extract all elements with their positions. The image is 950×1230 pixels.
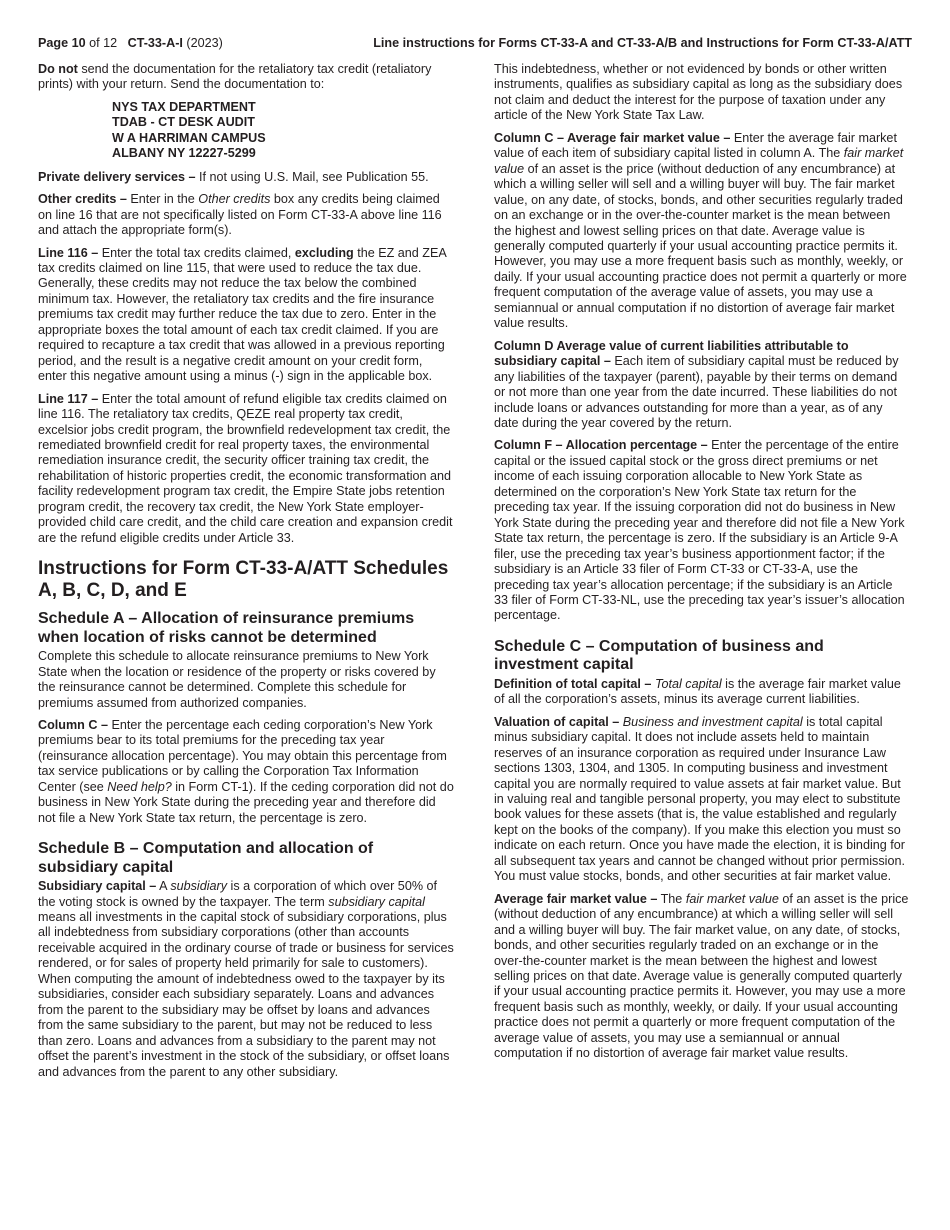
text-run: means all investments in the capital stock of subsidiary corporations, plus all indebtedness from subsidiary corporations (other than accounts receivable acquired in the ordinary course of trade or business for services rendered, or for sales of property held primarily for sale to customers). When computing the amount of indebtedness owed to the taxpayer by its subsidiaries, consider each subsidiary separately. Loans and advances from the parent to the subsidiary may be offset by loans and advances from the same subsidiary to the parent, but may not be reduced to less than zero. Loans and advances from a subsidiary to the parent may not offset the parent’s investment in the stock of the subsidiary, or offset loans and advances from the parent to any other subsidiary. xyxy=(38,910,454,1079)
italic-run: Other credits xyxy=(198,192,271,207)
text-run: Enter the total tax credits claimed, xyxy=(98,245,295,260)
address-line: TDAB - CT DESK AUDIT xyxy=(112,115,255,130)
text-run: Enter the average fair market value of each item of subsidiary capital listed in column A. The xyxy=(494,130,897,161)
text-run: is total capital minus subsidiary capital. It does not include assets held to maintain reserves of an insurance corporation as required under Insurance Law sections 1303, 1304, and 1305. In computing business and investment capital you are normally required to value assets at fair market value. But in valuing real and tangible personal property, you may elect to substitute book values for these assets (that is, the value established and regularly kept on the books of the company). If you make this election you must so indicate on each return. Once you have made the election, it is binding for all subsequent tax years and cannot be changed without prior permission. You must value stocks, bonds, and other securities at fair market value. xyxy=(494,714,905,884)
subsidiary-capital-paragraph xyxy=(38,879,454,1080)
italic-run: Need help? xyxy=(107,779,172,794)
italic-run: subsidiary xyxy=(170,879,228,894)
column-c-fmv-paragraph xyxy=(494,131,910,332)
column-d-paragraph xyxy=(494,339,910,432)
column-c-fmv-lead: Column C – Average fair market value – xyxy=(494,130,731,145)
form-year: (2023) xyxy=(186,36,223,50)
other-credits-lead: Other credits – xyxy=(38,192,127,207)
text-run: is the average fair market value of all the corporation’s assets, minus its average current liabilities. xyxy=(494,676,901,707)
page-label: Page 10 xyxy=(38,36,86,50)
text-run: The xyxy=(657,891,686,906)
private-delivery-paragraph xyxy=(38,170,454,185)
section-heading: Instructions for Form CT-33-A/ATT Schedules A, B, C, D, and E xyxy=(38,558,449,602)
do-not-lead: Do not xyxy=(38,62,78,76)
bold-run: excluding xyxy=(294,245,354,260)
text-run: is a corporation of which over 50% of the voting stock is owned by the taxpayer. The term xyxy=(38,879,438,909)
page-header xyxy=(38,36,912,54)
line-117-lead: Line 117 – xyxy=(38,391,99,406)
text-run: in Form CT-1). If the ceding corporation did not do business in New York State during the preceding year and therefore did not file a New York State tax return, the percentage is zero. xyxy=(38,779,454,825)
private-delivery-text: If not using U.S. Mail, see Publication 55. xyxy=(195,169,429,184)
text-run: of an asset is the price (without deduction of any encumbrance) at which a willing seller will sell and a willing buyer will buy. The fair market value, on any date, of stocks, bonds, and other securities regularly traded on an exchange or in the over-the-counter market is the mean between the highest and lowest selling prices on that date. Average value is generally computed quarterly if your usual accounting practice permits it. However, you may use a more frequent basis such as monthly, weekly, or daily. If your usual accounting practice does not permit a quarterly or more frequent computation of the average value of assets, you may use a semiannual or annual computation if no distortion of average fair market value results. xyxy=(494,891,909,1061)
text-run: Enter the total amount of refund eligible tax credits claimed on line 116. The retaliatory tax credits, QEZE real property tax credit, excelsior jobs credit program, the brownfield redevelopment tax credit, the remediated brownfield credit for real property taxes, the environmental remediation insurance credit, the security officer training tax credit, the rehabilitation of historic properties credit, the economic transformation and facility redevelopment program tax credit, the Empire State jobs retention program credit, the recovery tax credit, the New York State employer-provided child care credit, and the child care creation and expansion credit are the refund eligible credits under Article 33. xyxy=(38,391,453,545)
page-of: of 12 xyxy=(89,36,118,50)
italic-run: subsidiary capital xyxy=(328,894,425,909)
average-fmv-lead: Average fair market value – xyxy=(494,891,658,906)
schedule-c-heading: Schedule C – Computation of business and investment capital xyxy=(494,637,824,674)
column-f-lead: Column F – Allocation percentage – xyxy=(494,438,708,453)
address-line: NYS TAX DEPARTMENT xyxy=(112,99,256,114)
page-header-left xyxy=(38,36,223,51)
column-c-paragraph xyxy=(38,718,454,826)
schedule-b-heading: Schedule B – Computation and allocation of subsidiary capital xyxy=(38,840,374,876)
average-fmv-paragraph xyxy=(494,892,910,1062)
mailing-address xyxy=(112,100,454,162)
valuation-paragraph xyxy=(494,715,910,885)
text-run: the EZ and ZEA tax credits claimed on line 115, that were used to reduce the tax due. Generally, these credits may not reduce the tax below the combined minimum tax. However, the retaliatory tax credits and the fire insurance premiums tax credit may further reduce the tax due to zero. Enter in the appropriate boxes the total amount of each tax credit claimed. If you are required to recapture a tax credit that was allowed in a previous reporting period, and the result is a negative credit amount on your credit form, enter this negative amount using a minus (-) sign in the applicable box. xyxy=(38,245,447,384)
column-d-lead: Column D Average value of current liabilities attributable to subsidiary capital – xyxy=(494,338,849,369)
form-id: CT-33-A-I xyxy=(127,36,183,50)
address-line: ALBANY NY 12227-5299 xyxy=(112,146,256,161)
other-credits-paragraph xyxy=(38,192,454,238)
documentation-text: send the documentation for the retaliatory tax credit (retaliatory prints) with your return. Send the documentation to: xyxy=(38,62,432,92)
italic-run: fair market value xyxy=(494,146,904,176)
private-delivery-lead: Private delivery services – xyxy=(38,169,196,184)
italic-run: fair market value xyxy=(685,891,779,906)
text-run: A xyxy=(156,879,171,894)
text-run: Enter the percentage of the entire capital or the issued capital stock or the gross direct premiums or net income of each issuing corporation allocable to New York State as determined on the corporation’s New York State tax return for the preceding tax year. If the issuing corporation did not do business in New York State during the preceding year and therefore did not file a New York State tax return, the percentage is zero. If the subsidiary is an Article 9-A filer, use the preceding tax year’s business apportionment factor; if the subsidiary is an Article 33 filer of Form CT-33 or CT-33-A, use the preceding tax year’s allocation percentage; if the subsidiary is an Article 33 filer of Form CT-33-NL, use the preceding tax year’s issuer’s allocation percentage. xyxy=(494,438,905,623)
italic-run: Total capital xyxy=(654,676,722,691)
line-117-paragraph xyxy=(38,392,454,547)
indebtedness-paragraph: This indebtedness, whether or not evidenced by bonds or other written instruments, qualifies as subsidiary capital as long as the subsidiary does not claim and deduct the interest for the purpose of taxation under any article of the New York State Tax Law. xyxy=(494,62,903,123)
documentation-paragraph xyxy=(38,62,454,93)
schedule-a-heading: Schedule A – Allocation of reinsurance premiums when location of risks cannot be determined xyxy=(38,610,415,646)
text-run: Each item of subsidiary capital must be reduced by any liabilities of the taxpayer (parent), payable by their terms on demand or not more than one year from the date incurred. These liabilities do not include loans or advances outstanding for more than a year, as of any date during the year covered by the return. xyxy=(494,354,899,430)
left-column xyxy=(38,62,454,1087)
text-run: Enter the percentage each ceding corporation’s New York premiums bear to its total premiums for the preceding tax year (reinsurance allocation percentage). You may obtain this percentage from tax service publications or by calling the Corporation Tax Information Center (see xyxy=(38,717,447,794)
text-run: box any credits being claimed on line 16 that are not specifically listed on Form CT-33-A above line 116 and attach the appropriate form(s). xyxy=(38,192,442,238)
subsidiary-capital-lead: Subsidiary capital – xyxy=(38,879,157,894)
text-run: Enter in the xyxy=(126,192,199,207)
line-116-lead: Line 116 – xyxy=(38,245,99,260)
column-f-paragraph xyxy=(494,438,910,623)
text-run: of an asset is the price (without deduction of any encumbrance) at which a willing seller will sell and a willing buyer will buy. The fair market value, on any date, of stocks, bonds, and other securities regularly traded on an exchange or in the over-the-counter market is the mean between the highest and lowest selling prices on that date. Average value is generally computed quarterly if your usual accounting practice permits it. However, you may use a more frequent basis such as monthly, weekly, or daily. If your usual accounting practice does not permit a quarterly or more frequent computation of the average value of assets, you may use a semiannual or annual computation if no distortion of average fair market value results. xyxy=(494,161,907,331)
schedule-a-paragraph: Complete this schedule to allocate reinsurance premiums to New York State when the location or residence of the property or risks covered by the reinsurance cannot be determined. Complete this schedule for premiums assumed from authorized companies. xyxy=(38,649,436,710)
italic-run: Business and investment capital xyxy=(622,714,803,729)
total-capital-paragraph xyxy=(494,677,910,708)
address-line: W A HARRIMAN CAMPUS xyxy=(112,130,266,145)
total-capital-lead: Definition of total capital – xyxy=(494,676,652,691)
line-116-paragraph xyxy=(38,246,454,385)
column-c-lead: Column C – xyxy=(38,717,108,732)
right-column xyxy=(494,62,910,1069)
valuation-lead: Valuation of capital – xyxy=(494,714,620,729)
running-title: Line instructions for Forms CT-33-A and CT-33-A/B and Instructions for Form CT-33-A/ATT xyxy=(373,36,912,50)
